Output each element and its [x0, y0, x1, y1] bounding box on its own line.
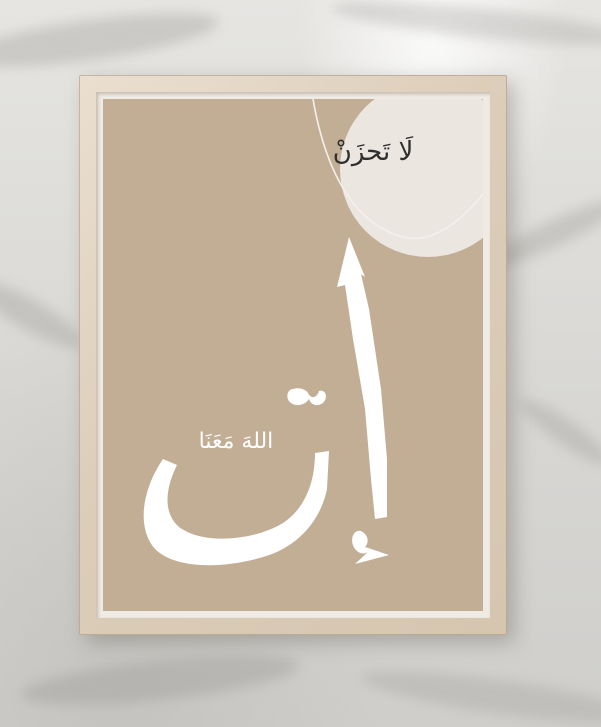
- fabric-fold: [359, 661, 601, 727]
- top-phrase: لَا تَحزَنْ: [332, 137, 414, 167]
- fabric-fold: [0, 2, 222, 78]
- calligraphy-poster: [103, 99, 483, 611]
- large-calligraphy: [144, 237, 389, 565]
- poster-art: [103, 99, 483, 611]
- fabric-fold: [19, 645, 302, 714]
- fabric-fold: [0, 272, 89, 358]
- fabric-fold: [329, 0, 601, 54]
- circle-shape: [340, 99, 483, 257]
- middle-phrase: اللهَ مَعَنَا: [198, 429, 274, 454]
- fabric-fold: [513, 391, 601, 474]
- wooden-frame: [79, 75, 507, 635]
